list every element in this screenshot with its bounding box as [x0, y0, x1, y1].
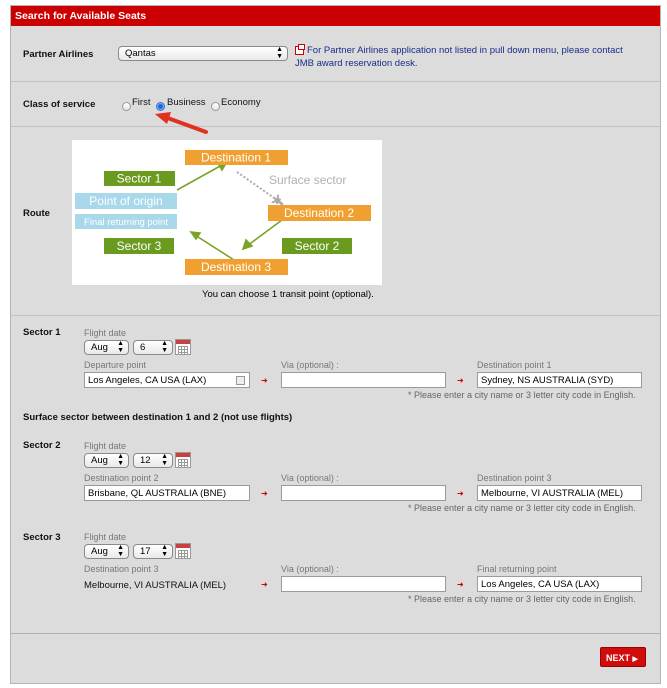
sector-1-to-label: Destination point 1 — [477, 360, 552, 370]
sector-2-via-label: Via (optional) : — [281, 473, 339, 483]
diagram-surface-sector: Surface sector — [269, 173, 347, 187]
sector-2-day-select[interactable] — [133, 453, 173, 468]
route-diagram — [72, 140, 382, 285]
sector-3-calendar-icon[interactable] — [175, 543, 191, 559]
diagram-sector-2: Sector 2 — [294, 239, 340, 253]
sectors-section — [11, 316, 660, 634]
next-button[interactable] — [600, 647, 646, 667]
diagram-sector-1: Sector 1 — [116, 171, 162, 186]
diagram-final-returning: Final returning point — [84, 217, 168, 228]
sector-1-via-label: Via (optional) : — [281, 360, 339, 370]
sector-2-destination-value: Melbourne, VI AUSTRALIA (MEL) — [481, 488, 624, 499]
sector-2-via-input[interactable] — [281, 485, 446, 501]
select-arrows-icon: ▲ ▼ — [117, 453, 124, 467]
arrow-right-icon: ➜ — [261, 580, 268, 589]
sector-2-month-value: Aug — [91, 455, 108, 466]
contact-card-icon[interactable] — [236, 376, 245, 385]
sector-3-via-input[interactable] — [281, 576, 446, 592]
sector-1-destination-input[interactable] — [477, 372, 642, 388]
partner-airlines-section — [11, 26, 660, 82]
radio-first-label[interactable]: First — [132, 97, 151, 108]
sector-1-flight-date-label: Flight date — [84, 328, 127, 338]
next-button-label: NEXT — [606, 653, 631, 663]
sector-1-month-select[interactable] — [84, 340, 129, 355]
diagram-sector-3: Sector 3 — [116, 239, 162, 253]
select-arrows-icon: ▲ ▼ — [161, 453, 168, 467]
sector-3-hint: * Please enter a city name or 3 letter city code in English. — [408, 594, 636, 604]
radio-first[interactable] — [122, 102, 131, 111]
arrow-right-icon: ➜ — [457, 489, 464, 498]
sector-2-day-value: 12 — [140, 455, 151, 466]
sector-3-destination-value: Los Angeles, CA USA (LAX) — [481, 579, 600, 590]
sector-3-via-label: Via (optional) : — [281, 564, 339, 574]
partner-note-line2: JMB award reservation desk. — [295, 58, 418, 69]
sector-1-via-input[interactable] — [281, 372, 446, 388]
sector-1-from-label: Departure point — [84, 360, 147, 370]
sector-2-hint: * Please enter a city name or 3 letter city code in English. — [408, 503, 636, 513]
arrow-right-icon: ➜ — [457, 376, 464, 385]
partner-airline-select[interactable] — [118, 46, 288, 61]
sector-2-label: Sector 2 — [23, 440, 61, 451]
sector-3-from-label: Destination point 3 — [84, 564, 159, 574]
sector-1-day-select[interactable] — [133, 340, 173, 355]
sector-3-to-label: Final returning point — [477, 564, 557, 574]
select-arrows-icon: ▲ ▼ — [161, 544, 168, 558]
sector-3-month-select[interactable] — [84, 544, 129, 559]
diagram-destination-3: Destination 3 — [200, 260, 272, 274]
partner-airline-selected: Qantas — [125, 48, 156, 59]
radio-economy[interactable] — [211, 102, 220, 111]
sector-1-day-value: 6 — [140, 342, 146, 353]
class-of-service-section — [11, 82, 660, 127]
search-form-panel — [10, 5, 661, 684]
sector-2-from-label: Destination point 2 — [84, 473, 159, 483]
sector-3-label: Sector 3 — [23, 532, 61, 543]
sector-1-label: Sector 1 — [23, 327, 61, 338]
sector-2-destination-input[interactable] — [477, 485, 642, 501]
select-arrows-icon: ▲ ▼ — [117, 544, 124, 558]
select-arrows-icon: ▲ ▼ — [161, 340, 168, 354]
sector-1-departure-input[interactable] — [84, 372, 250, 388]
sector-3-month-value: Aug — [91, 546, 108, 557]
sector-3-departure-value: Melbourne, VI AUSTRALIA (MEL) — [84, 580, 227, 591]
class-of-service-label: Class of service — [23, 99, 96, 110]
sector-1-departure-value: Los Angeles, CA USA (LAX) — [88, 375, 207, 386]
select-arrows-icon: ▲ ▼ — [276, 46, 283, 60]
sector-3-day-value: 17 — [140, 546, 151, 557]
sector-1-destination-value: Sydney, NS AUSTRALIA (SYD) — [481, 375, 614, 386]
arrow-right-icon: ➜ — [457, 580, 464, 589]
sector-3-day-select[interactable] — [133, 544, 173, 559]
sector-2-to-label: Destination point 3 — [477, 473, 552, 483]
sector-2-calendar-icon[interactable] — [175, 452, 191, 468]
radio-economy-label[interactable]: Economy — [221, 97, 261, 108]
radio-business[interactable] — [156, 102, 165, 111]
sector-3-flight-date-label: Flight date — [84, 532, 127, 542]
partner-airlines-label: Partner Airlines — [23, 49, 94, 60]
sector-1-month-value: Aug — [91, 342, 108, 353]
route-label: Route — [23, 208, 50, 219]
form-footer — [11, 634, 660, 683]
partner-note-line1: For Partner Airlines application not listed in pull down menu, please contact — [307, 45, 623, 56]
sector-2-departure-input[interactable] — [84, 485, 250, 501]
arrow-right-icon: ➜ — [261, 376, 268, 385]
diagram-destination-2: Destination 2 — [283, 206, 355, 220]
route-section — [11, 127, 660, 316]
sector-1-calendar-icon[interactable] — [175, 339, 191, 355]
play-arrow-icon: ▶ — [632, 656, 638, 663]
external-window-icon[interactable] — [295, 46, 304, 55]
route-caption: You can choose 1 transit point (optional). — [202, 289, 374, 300]
radio-business-label[interactable]: Business — [167, 97, 206, 108]
sector-2-month-select[interactable] — [84, 453, 129, 468]
sector-2-departure-value: Brisbane, QL AUSTRALIA (BNE) — [88, 488, 226, 499]
panel-header: Search for Available Seats — [11, 6, 660, 26]
surface-sector-heading: Surface sector between destination 1 and 2 (not use flights) — [23, 412, 293, 423]
sector-2-flight-date-label: Flight date — [84, 441, 127, 451]
sector-3-destination-input[interactable] — [477, 576, 642, 592]
arrow-right-icon: ➜ — [261, 489, 268, 498]
sector-1-hint: * Please enter a city name or 3 letter city code in English. — [408, 390, 636, 400]
select-arrows-icon: ▲ ▼ — [117, 340, 124, 354]
diagram-point-of-origin: Point of origin — [89, 194, 163, 208]
diagram-destination-1: Destination 1 — [200, 150, 272, 165]
